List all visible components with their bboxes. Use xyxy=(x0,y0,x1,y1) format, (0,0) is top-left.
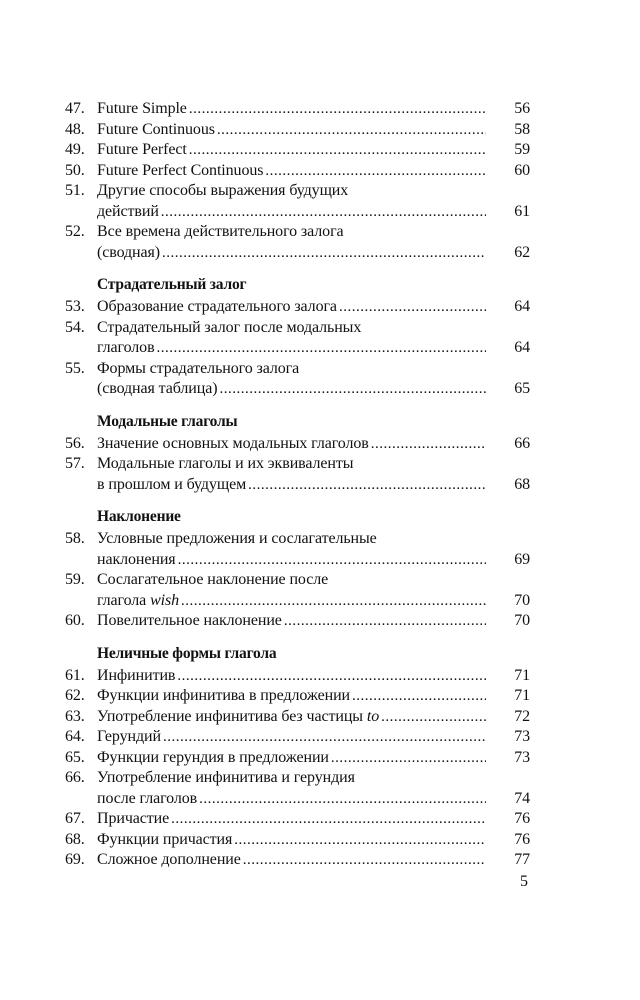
toc-entry[interactable] xyxy=(65,222,530,263)
entry-title-line: Формы страдательного залога xyxy=(97,359,300,377)
entry-body xyxy=(97,454,530,495)
dot-leader xyxy=(352,686,486,707)
entry-body xyxy=(97,570,530,611)
entry-body xyxy=(97,830,530,851)
dot-leader xyxy=(217,120,486,141)
entry-page-number: 65 xyxy=(514,380,530,397)
entry-page-number: 64 xyxy=(514,298,530,315)
entry-number: 69. xyxy=(65,851,85,868)
entry-title: Образование страдательного залога xyxy=(97,298,337,315)
entry-last-line xyxy=(97,379,530,400)
entry-title: Future Perfect Continuous xyxy=(97,161,264,179)
entry-last-line xyxy=(97,161,530,182)
entry-title-line: Употребление инфинитива и герундия xyxy=(97,769,355,786)
entry-number: 68. xyxy=(65,830,85,848)
entry-number: 61. xyxy=(65,666,85,684)
entry-number: 52. xyxy=(65,223,85,240)
entry-number: 66. xyxy=(65,769,85,786)
entry-body xyxy=(97,222,530,263)
entry-title: глагола wish xyxy=(97,591,180,609)
entry-last-line xyxy=(97,707,530,728)
entry-body xyxy=(97,748,530,769)
entry-last-line xyxy=(97,748,530,769)
entry-last-line xyxy=(97,850,530,871)
toc-entry[interactable] xyxy=(65,297,530,318)
toc-entry[interactable] xyxy=(65,727,530,748)
entry-page-number: 60 xyxy=(514,161,530,179)
entry-page-number: 70 xyxy=(514,591,530,609)
entry-title: Причастие xyxy=(97,810,170,827)
entry-body xyxy=(97,686,530,707)
toc-entry[interactable] xyxy=(65,140,530,161)
toc-entry[interactable] xyxy=(65,529,530,570)
entry-title: Употребление инфинитива без частицы to xyxy=(97,707,380,725)
entry-page-number: 71 xyxy=(514,666,530,684)
dot-leader xyxy=(177,666,486,687)
entry-number: 57. xyxy=(65,455,85,472)
entry-page-number: 69 xyxy=(514,550,530,568)
entry-page-number: 72 xyxy=(514,707,530,725)
toc-entry[interactable] xyxy=(65,120,530,141)
dot-leader xyxy=(371,434,486,455)
toc-entry[interactable] xyxy=(65,809,530,830)
entry-page-number: 70 xyxy=(514,612,530,629)
toc-entry[interactable] xyxy=(65,850,530,871)
entry-page-number: 62 xyxy=(514,243,530,261)
entry-last-line xyxy=(97,591,530,612)
toc-section xyxy=(65,412,530,496)
entry-body xyxy=(97,707,530,728)
entry-last-line xyxy=(97,686,530,707)
entry-number: 58. xyxy=(65,530,85,547)
dot-leader xyxy=(234,830,486,851)
entry-title: действий xyxy=(97,202,159,220)
entry-last-line xyxy=(97,475,530,496)
entry-body xyxy=(97,666,530,687)
entry-body xyxy=(97,768,530,809)
entry-page-number: 68 xyxy=(514,475,530,493)
entry-number: 54. xyxy=(65,318,85,336)
entry-title: Future Perfect xyxy=(97,141,187,158)
entry-page-number: 58 xyxy=(514,120,530,138)
entry-last-line xyxy=(97,789,530,810)
entry-title: Функции причастия xyxy=(97,830,233,848)
entry-number: 62. xyxy=(65,687,85,704)
toc-entry[interactable] xyxy=(65,611,530,632)
entry-number: 60. xyxy=(65,612,85,629)
entry-page-number: 76 xyxy=(514,810,530,827)
entry-title: Герундий xyxy=(97,728,161,745)
entry-last-line xyxy=(97,550,530,571)
entry-last-line xyxy=(97,120,530,141)
table-of-contents xyxy=(65,99,530,871)
entry-body xyxy=(97,120,530,141)
entry-number: 64. xyxy=(65,728,85,745)
entry-last-line xyxy=(97,727,530,748)
entry-body xyxy=(97,850,530,871)
entry-title-line: Модальные глаголы и их эквиваленты xyxy=(97,455,354,472)
entry-body xyxy=(97,297,530,318)
entry-page-number: 77 xyxy=(514,851,530,868)
entry-page-number: 61 xyxy=(514,202,530,220)
entry-title: Функции герундия в предложении xyxy=(97,748,329,766)
entry-title: (сводная) xyxy=(97,243,161,261)
toc-entry[interactable] xyxy=(65,666,530,687)
entry-last-line xyxy=(97,611,530,632)
dot-leader xyxy=(181,591,486,612)
entry-number: 47. xyxy=(65,100,85,117)
entry-page-number: 56 xyxy=(514,100,530,117)
toc-entry[interactable] xyxy=(65,570,530,611)
toc-entry[interactable] xyxy=(65,454,530,495)
entry-number: 59. xyxy=(65,571,85,588)
entry-page-number: 73 xyxy=(514,748,530,766)
entry-number: 56. xyxy=(65,434,85,452)
dot-leader xyxy=(339,297,486,318)
entry-body xyxy=(97,434,530,455)
toc-entry[interactable] xyxy=(65,830,530,851)
entry-last-line xyxy=(97,666,530,687)
entry-page-number: 59 xyxy=(514,141,530,158)
entry-number: 49. xyxy=(65,141,85,158)
entry-title: после глаголов xyxy=(97,789,198,807)
dot-leader xyxy=(199,789,486,810)
entry-number: 65. xyxy=(65,748,85,766)
entry-title: Future Simple xyxy=(97,100,187,117)
toc-entry[interactable] xyxy=(65,748,530,769)
toc-entry[interactable] xyxy=(65,161,530,182)
entry-last-line xyxy=(97,809,530,830)
entry-title-line: Все времена действительного залога xyxy=(97,223,344,240)
dot-leader xyxy=(331,748,486,769)
dot-leader xyxy=(189,99,486,120)
dot-leader xyxy=(248,475,486,496)
entry-title-line: Условные предложения и сослагательные xyxy=(97,530,377,547)
entry-body xyxy=(97,161,530,182)
dot-leader xyxy=(243,850,486,871)
toc-section xyxy=(65,644,530,871)
entry-title: (сводная таблица) xyxy=(97,380,218,397)
entry-title: наклонения xyxy=(97,550,176,568)
entry-number: 63. xyxy=(65,707,85,725)
toc-entry[interactable] xyxy=(65,768,530,809)
dot-leader xyxy=(189,140,486,161)
entry-page-number: 71 xyxy=(514,687,530,704)
entry-last-line xyxy=(97,202,530,223)
toc-section xyxy=(65,99,530,263)
toc-entry[interactable] xyxy=(65,99,530,120)
dot-leader xyxy=(157,338,486,359)
entry-body xyxy=(97,727,530,748)
entry-number: 50. xyxy=(65,161,85,179)
toc-entry[interactable] xyxy=(65,707,530,728)
italic-term: to xyxy=(366,707,380,725)
entry-title-line: Страдательный залог после модальных xyxy=(97,318,362,336)
section-heading: Модальные глаголы xyxy=(97,412,238,430)
toc-entry[interactable] xyxy=(65,434,530,455)
entry-last-line xyxy=(97,338,530,359)
toc-entry[interactable] xyxy=(65,181,530,222)
entry-last-line xyxy=(97,243,530,264)
entry-body xyxy=(97,809,530,830)
entry-number: 48. xyxy=(65,120,85,138)
entry-body xyxy=(97,140,530,161)
toc-section xyxy=(65,507,530,632)
dot-leader xyxy=(178,550,486,571)
entry-title: Значение основных модальных глаголов xyxy=(97,434,369,452)
entry-number: 53. xyxy=(65,298,85,315)
entry-title: Повелительное наклонение xyxy=(97,612,282,629)
entry-title: Функции инфинитива в предложении xyxy=(97,687,351,704)
dot-leader xyxy=(265,161,486,182)
section-heading: Неличные формы глагола xyxy=(97,644,277,662)
entry-last-line xyxy=(97,99,530,120)
toc-entry[interactable] xyxy=(65,686,530,707)
entry-body xyxy=(97,359,530,400)
entry-title: Инфинитив xyxy=(97,666,176,684)
entry-title: Сложное дополнение xyxy=(97,851,241,868)
toc-entry[interactable] xyxy=(65,359,530,400)
entry-last-line xyxy=(97,434,530,455)
entry-body xyxy=(97,611,530,632)
dot-leader xyxy=(284,611,486,632)
section-heading: Страдательный залог xyxy=(97,276,247,293)
entry-body xyxy=(97,318,530,359)
entry-last-line xyxy=(97,830,530,851)
entry-page-number: 64 xyxy=(514,339,530,356)
entry-body xyxy=(97,529,530,570)
entry-last-line xyxy=(97,140,530,161)
entry-title-line: Сослагательное наклонение после xyxy=(97,571,329,588)
entry-number: 51. xyxy=(65,182,85,199)
entry-page-number: 74 xyxy=(514,789,530,807)
dot-leader xyxy=(161,202,486,223)
entry-body xyxy=(97,181,530,222)
entry-title: глаголов xyxy=(97,339,155,356)
dot-leader xyxy=(162,243,486,264)
entry-number: 55. xyxy=(65,359,85,377)
dot-leader xyxy=(381,707,486,728)
entry-page-number: 73 xyxy=(514,728,530,745)
entry-page-number: 66 xyxy=(514,434,530,452)
entry-title: Future Continuous xyxy=(97,120,215,138)
entry-title: в прошлом и будущем xyxy=(97,475,247,493)
entry-title-line: Другие способы выражения будущих xyxy=(97,182,349,199)
dot-leader xyxy=(171,809,486,830)
toc-entry[interactable] xyxy=(65,318,530,359)
page-number: 5 xyxy=(520,873,528,890)
entry-last-line xyxy=(97,297,530,318)
entry-number: 67. xyxy=(65,810,85,827)
toc-section xyxy=(65,275,530,400)
dot-leader xyxy=(219,379,486,400)
section-heading: Наклонение xyxy=(97,508,181,525)
entry-page-number: 76 xyxy=(514,830,530,848)
entry-body xyxy=(97,99,530,120)
dot-leader xyxy=(163,727,486,748)
italic-term: wish xyxy=(150,591,180,609)
